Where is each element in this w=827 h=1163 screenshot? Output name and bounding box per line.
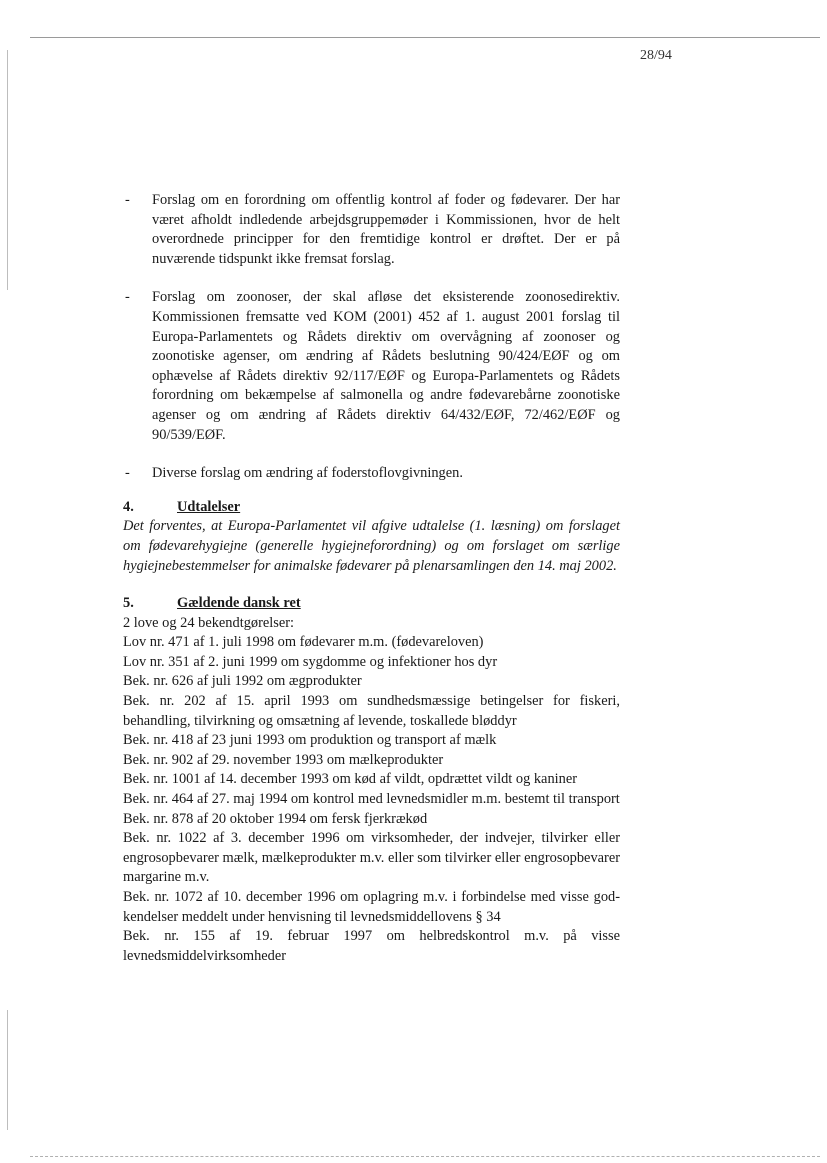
law-item: Bek. nr. 155 af 19. februar 1997 om helbredskontrol m.v. på visse levnedsmiddelvirksomheder: [123, 928, 620, 964]
section-title: Udtalelser: [177, 498, 241, 515]
law-list: [123, 614, 620, 967]
law-item: 2 love og 24 bekendtgørelser:: [123, 614, 295, 631]
scan-margin-mark: [7, 50, 8, 290]
bullet-dash: -: [125, 289, 130, 306]
section-paragraph: Det forventes, at Europa-Parlamentet vil afgive udtalelse (1. læsning) om forslaget om fødevarehygiejne (generelle hygiejneforordning) og om forslaget om særlige hygiejnebestemmelser for animalske fødevarer på plenarsamlingen den 14. maj 2002.: [123, 518, 620, 574]
bottom-rule: [30, 1156, 820, 1157]
law-item: Bek. nr. 464 af 27. maj 1994 om kontrol med levnedsmidler m.m. bestemt til transport: [123, 791, 620, 808]
law-item: Bek. nr. 1022 af 3. december 1996 om virksomheder, der indvejer, tilvirker eller engrosopbevarer mælk, mælkeprodukter m.v. eller som tilvirker eller engrosopbevarer margarine m.v.: [123, 830, 620, 886]
bullet-text: Forslag om en forordning om offentlig kontrol af foder og fødevarer. Der har været afholdt indledende arbejdsgruppemøder i Kommissionen, hvor de helt overordnede principper for den fremtidige kontrol er drøftet. Der er på nuværende tidspunkt ikke fremsat forslag.: [152, 192, 620, 267]
top-rule: [30, 37, 820, 38]
bullet-item: [123, 288, 620, 445]
bullet-dash: -: [125, 465, 130, 482]
section-heading: [123, 498, 620, 518]
law-item: Bek. nr. 902 af 29. november 1993 om mælkeprodukter: [123, 751, 444, 768]
section-title: Gældende dansk ret: [177, 595, 301, 612]
law-item: Bek. nr. 1001 af 14. december 1993 om kød af vildt, opdrættet vildt og kaniner: [123, 771, 578, 788]
law-item: Bek. nr. 1072 af 10. december 1996 om oplagring m.v. i forbindelse med visse god-kendelser meddelt under henvisning til levnedsmiddellovens § 34: [123, 889, 620, 925]
section-number: 5.: [123, 595, 134, 612]
page-number: 28/94: [640, 48, 672, 63]
section-heading: [123, 594, 620, 614]
bullet-item: [123, 191, 620, 269]
bullet-text: Forslag om zoonoser, der skal afløse det eksisterende zoonosedirektiv. Kommissionen fremsatte ved KOM (2001) 452 af 1. august 2001 forslag til Europa-Parlamentets og Rådets direktiv om overvågning af zoonoser og zoonotiske agenser, om ændring af Rådets beslutning 90/424/EØF og om ophævelse af Rådets direktiv 92/117/EØF og Europa-Parlamentets og Rådets forordning om bekæmpelse af salmonella og andre fødevarebårne zoonotiske agenser og om ændring af Rådets direktiv 64/432/EØF, 72/462/EØF og 90/539/EØF.: [152, 289, 620, 443]
law-item: Bek. nr. 418 af 23 juni 1993 om produktion og transport af mælk: [123, 732, 497, 749]
bullet-dash: -: [125, 192, 130, 208]
law-item: Bek. nr. 626 af juli 1992 om ægprodukter: [123, 673, 362, 690]
law-item: Lov nr. 351 af 2. juni 1999 om sygdomme og infektioner hos dyr: [123, 653, 498, 670]
law-item: Bek. nr. 878 af 20 oktober 1994 om fersk fjerkrækød: [123, 810, 428, 827]
bullet-item: [123, 464, 620, 484]
section-number: 4.: [123, 498, 134, 515]
law-item: Bek. nr. 202 af 15. april 1993 om sundhedsmæssige betingelser for fiskeri, behandling, tilvirkning og omsætning af levende, toskallede bløddyr: [123, 693, 620, 729]
bullet-text: Diverse forslag om ændring af foderstoflovgivningen.: [152, 465, 463, 482]
law-item: Lov nr. 471 af 1. juli 1998 om fødevarer m.m. (fødevareloven): [123, 634, 484, 651]
document-body: [123, 191, 620, 966]
scan-margin-mark: [7, 1010, 8, 1130]
